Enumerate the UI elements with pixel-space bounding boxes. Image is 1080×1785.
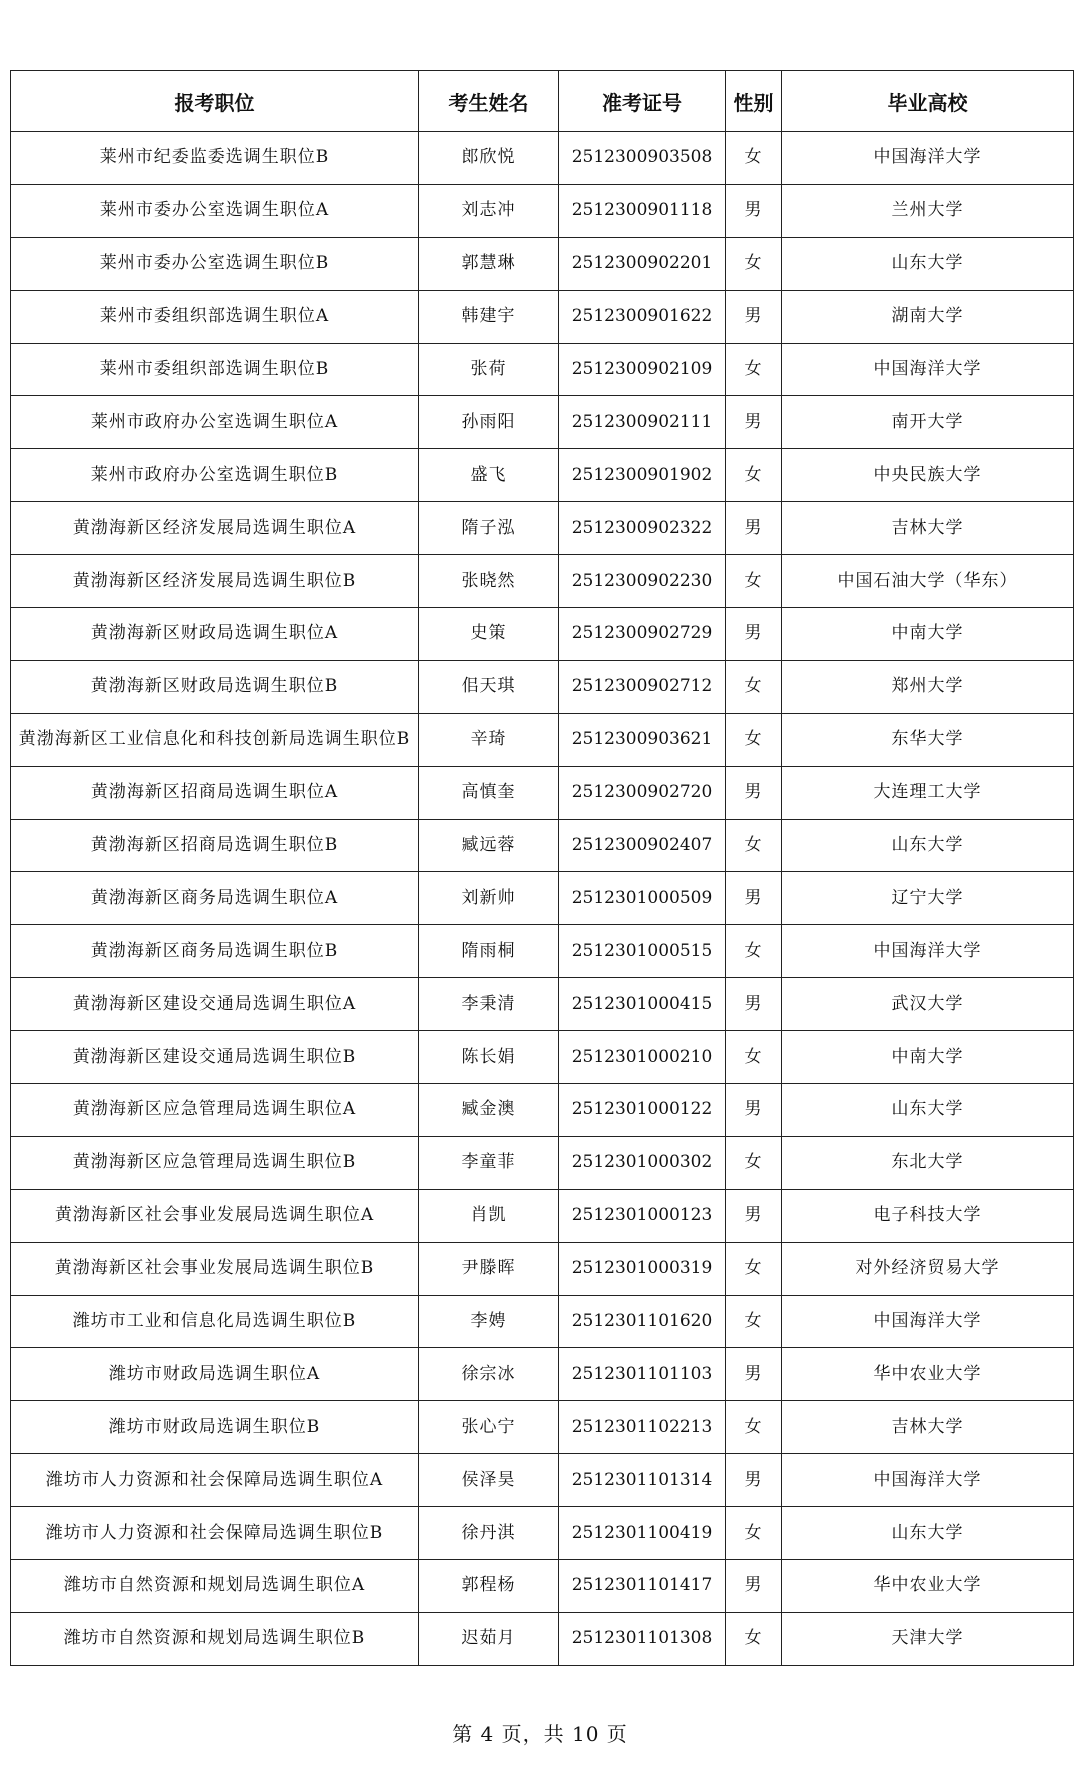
cell-position: 莱州市委组织部选调生职位B (11, 343, 419, 396)
cell-gender: 男 (726, 608, 782, 661)
cell-university: 中国海洋大学 (782, 1454, 1074, 1507)
cell-name: 孙雨阳 (419, 396, 559, 449)
cell-gender: 男 (726, 978, 782, 1031)
cell-ticket-number: 2512300903621 (559, 713, 726, 766)
cell-gender: 女 (726, 819, 782, 872)
cell-gender: 女 (726, 1612, 782, 1665)
table-row (11, 290, 1074, 343)
cell-name: 李娉 (419, 1295, 559, 1348)
cell-position: 黄渤海新区社会事业发展局选调生职位A (11, 1189, 419, 1242)
cell-university: 中国海洋大学 (782, 925, 1074, 978)
table-row (11, 132, 1074, 185)
cell-ticket-number: 2512301000319 (559, 1242, 726, 1295)
cell-university: 兰州大学 (782, 184, 1074, 237)
cell-university: 山东大学 (782, 237, 1074, 290)
cell-university: 山东大学 (782, 1507, 1074, 1560)
table-row (11, 713, 1074, 766)
table-row (11, 978, 1074, 1031)
cell-position: 潍坊市人力资源和社会保障局选调生职位A (11, 1454, 419, 1507)
table-row (11, 925, 1074, 978)
cell-name: 尹滕晖 (419, 1242, 559, 1295)
cell-name: 隋雨桐 (419, 925, 559, 978)
cell-position: 黄渤海新区招商局选调生职位B (11, 819, 419, 872)
cell-university: 天津大学 (782, 1612, 1074, 1665)
cell-ticket-number: 2512301000210 (559, 1031, 726, 1084)
cell-ticket-number: 2512300901118 (559, 184, 726, 237)
cell-gender: 男 (726, 184, 782, 237)
cell-gender: 女 (726, 555, 782, 608)
cell-position: 莱州市委办公室选调生职位A (11, 184, 419, 237)
cell-university: 中央民族大学 (782, 449, 1074, 502)
cell-university: 山东大学 (782, 1084, 1074, 1137)
table-row (11, 396, 1074, 449)
cell-ticket-number: 2512300902729 (559, 608, 726, 661)
cell-name: 肖凯 (419, 1189, 559, 1242)
table-row (11, 1189, 1074, 1242)
cell-ticket-number: 2512301101620 (559, 1295, 726, 1348)
cell-position: 莱州市纪委监委选调生职位B (11, 132, 419, 185)
cell-university: 辽宁大学 (782, 872, 1074, 925)
table-row (11, 1136, 1074, 1189)
cell-ticket-number: 2512301000123 (559, 1189, 726, 1242)
table-row (11, 184, 1074, 237)
table-row (11, 872, 1074, 925)
table-row (11, 1295, 1074, 1348)
cell-university: 吉林大学 (782, 502, 1074, 555)
table-row (11, 1242, 1074, 1295)
cell-position: 莱州市政府办公室选调生职位B (11, 449, 419, 502)
cell-university: 武汉大学 (782, 978, 1074, 1031)
cell-name: 韩建宇 (419, 290, 559, 343)
cell-university: 中国海洋大学 (782, 132, 1074, 185)
cell-university: 中国石油大学（华东） (782, 555, 1074, 608)
cell-position: 黄渤海新区招商局选调生职位A (11, 766, 419, 819)
table-row (11, 449, 1074, 502)
table-row (11, 766, 1074, 819)
cell-gender: 女 (726, 660, 782, 713)
cell-position: 黄渤海新区社会事业发展局选调生职位B (11, 1242, 419, 1295)
cell-ticket-number: 2512301000509 (559, 872, 726, 925)
cell-ticket-number: 2512301000302 (559, 1136, 726, 1189)
cell-position: 黄渤海新区经济发展局选调生职位B (11, 555, 419, 608)
cell-gender: 女 (726, 1031, 782, 1084)
cell-ticket-number: 2512301100419 (559, 1507, 726, 1560)
cell-university: 郑州大学 (782, 660, 1074, 713)
cell-gender: 男 (726, 290, 782, 343)
cell-university: 东华大学 (782, 713, 1074, 766)
cell-name: 徐丹淇 (419, 1507, 559, 1560)
cell-ticket-number: 2512301101308 (559, 1612, 726, 1665)
cell-ticket-number: 2512300903508 (559, 132, 726, 185)
cell-gender: 男 (726, 502, 782, 555)
table-header-row (11, 71, 1074, 132)
table-row (11, 1401, 1074, 1454)
table-row (11, 608, 1074, 661)
results-table (10, 70, 1074, 1666)
cell-ticket-number: 2512300902201 (559, 237, 726, 290)
cell-university: 中南大学 (782, 1031, 1074, 1084)
cell-name: 李童菲 (419, 1136, 559, 1189)
cell-position: 黄渤海新区建设交通局选调生职位A (11, 978, 419, 1031)
cell-ticket-number: 2512300902230 (559, 555, 726, 608)
cell-position: 潍坊市工业和信息化局选调生职位B (11, 1295, 419, 1348)
cell-ticket-number: 2512301101417 (559, 1560, 726, 1613)
table-row (11, 1454, 1074, 1507)
cell-name: 张荷 (419, 343, 559, 396)
cell-gender: 男 (726, 872, 782, 925)
cell-name: 臧远蓉 (419, 819, 559, 872)
cell-position: 潍坊市人力资源和社会保障局选调生职位B (11, 1507, 419, 1560)
cell-university: 对外经济贸易大学 (782, 1242, 1074, 1295)
cell-ticket-number: 2512301000515 (559, 925, 726, 978)
table-row (11, 819, 1074, 872)
cell-gender: 女 (726, 1242, 782, 1295)
cell-position: 莱州市政府办公室选调生职位A (11, 396, 419, 449)
cell-ticket-number: 2512300902407 (559, 819, 726, 872)
cell-ticket-number: 2512301101103 (559, 1348, 726, 1401)
cell-ticket-number: 2512300901622 (559, 290, 726, 343)
cell-name: 刘新帅 (419, 872, 559, 925)
table-row (11, 660, 1074, 713)
header-university: 毕业高校 (782, 71, 1074, 132)
cell-gender: 男 (726, 1454, 782, 1507)
cell-name: 陈长娟 (419, 1031, 559, 1084)
cell-name: 徐宗冰 (419, 1348, 559, 1401)
cell-gender: 男 (726, 1189, 782, 1242)
cell-name: 佀天琪 (419, 660, 559, 713)
cell-gender: 女 (726, 1136, 782, 1189)
header-gender: 性别 (726, 71, 782, 132)
header-position: 报考职位 (11, 71, 419, 132)
cell-position: 黄渤海新区工业信息化和科技创新局选调生职位B (11, 713, 419, 766)
cell-gender: 女 (726, 132, 782, 185)
cell-university: 中南大学 (782, 608, 1074, 661)
cell-name: 迟茹月 (419, 1612, 559, 1665)
cell-name: 高慎奎 (419, 766, 559, 819)
cell-position: 黄渤海新区建设交通局选调生职位B (11, 1031, 419, 1084)
cell-name: 辛琦 (419, 713, 559, 766)
cell-university: 中国海洋大学 (782, 1295, 1074, 1348)
page-number: 第 4 页，共 10 页 (452, 1722, 628, 1746)
cell-university: 大连理工大学 (782, 766, 1074, 819)
cell-gender: 女 (726, 237, 782, 290)
cell-ticket-number: 2512300902720 (559, 766, 726, 819)
cell-university: 华中农业大学 (782, 1560, 1074, 1613)
cell-gender: 男 (726, 1560, 782, 1613)
cell-gender: 女 (726, 925, 782, 978)
cell-position: 潍坊市财政局选调生职位A (11, 1348, 419, 1401)
cell-university: 山东大学 (782, 819, 1074, 872)
cell-position: 黄渤海新区商务局选调生职位B (11, 925, 419, 978)
cell-university: 电子科技大学 (782, 1189, 1074, 1242)
table-row (11, 1612, 1074, 1665)
cell-university: 吉林大学 (782, 1401, 1074, 1454)
table-row (11, 1560, 1074, 1613)
cell-name: 史策 (419, 608, 559, 661)
cell-gender: 女 (726, 1507, 782, 1560)
cell-gender: 女 (726, 713, 782, 766)
cell-name: 臧金澳 (419, 1084, 559, 1137)
cell-position: 黄渤海新区财政局选调生职位B (11, 660, 419, 713)
table-row (11, 555, 1074, 608)
cell-ticket-number: 2512301101314 (559, 1454, 726, 1507)
cell-position: 潍坊市财政局选调生职位B (11, 1401, 419, 1454)
cell-name: 张心宁 (419, 1401, 559, 1454)
table-row (11, 1348, 1074, 1401)
cell-university: 南开大学 (782, 396, 1074, 449)
cell-name: 盛飞 (419, 449, 559, 502)
cell-ticket-number: 2512301000122 (559, 1084, 726, 1137)
cell-position: 潍坊市自然资源和规划局选调生职位A (11, 1560, 419, 1613)
cell-position: 黄渤海新区财政局选调生职位A (11, 608, 419, 661)
cell-ticket-number: 2512301000415 (559, 978, 726, 1031)
cell-position: 黄渤海新区经济发展局选调生职位A (11, 502, 419, 555)
cell-name: 郎欣悦 (419, 132, 559, 185)
cell-gender: 男 (726, 1084, 782, 1137)
cell-name: 张晓然 (419, 555, 559, 608)
cell-university: 中国海洋大学 (782, 343, 1074, 396)
cell-position: 黄渤海新区商务局选调生职位A (11, 872, 419, 925)
cell-gender: 女 (726, 1295, 782, 1348)
cell-university: 华中农业大学 (782, 1348, 1074, 1401)
cell-university: 湖南大学 (782, 290, 1074, 343)
cell-position: 黄渤海新区应急管理局选调生职位A (11, 1084, 419, 1137)
table-row (11, 1031, 1074, 1084)
cell-ticket-number: 2512300902109 (559, 343, 726, 396)
header-name: 考生姓名 (419, 71, 559, 132)
cell-position: 潍坊市自然资源和规划局选调生职位B (11, 1612, 419, 1665)
cell-ticket-number: 2512300902322 (559, 502, 726, 555)
cell-ticket-number: 2512300902111 (559, 396, 726, 449)
cell-gender: 男 (726, 766, 782, 819)
cell-gender: 女 (726, 1401, 782, 1454)
cell-name: 侯泽昊 (419, 1454, 559, 1507)
cell-name: 郭慧琳 (419, 237, 559, 290)
table-row (11, 343, 1074, 396)
cell-name: 李秉清 (419, 978, 559, 1031)
table-row (11, 1084, 1074, 1137)
cell-name: 隋子泓 (419, 502, 559, 555)
cell-name: 郭程杨 (419, 1560, 559, 1613)
header-ticket-number: 准考证号 (559, 71, 726, 132)
cell-gender: 女 (726, 449, 782, 502)
cell-ticket-number: 2512300902712 (559, 660, 726, 713)
cell-gender: 女 (726, 343, 782, 396)
cell-ticket-number: 2512301102213 (559, 1401, 726, 1454)
cell-gender: 男 (726, 396, 782, 449)
cell-position: 莱州市委办公室选调生职位B (11, 237, 419, 290)
table-row (11, 502, 1074, 555)
cell-position: 莱州市委组织部选调生职位A (11, 290, 419, 343)
table-row (11, 237, 1074, 290)
cell-ticket-number: 2512300901902 (559, 449, 726, 502)
cell-name: 刘志冲 (419, 184, 559, 237)
cell-position: 黄渤海新区应急管理局选调生职位B (11, 1136, 419, 1189)
table-row (11, 1507, 1074, 1560)
cell-gender: 男 (726, 1348, 782, 1401)
cell-university: 东北大学 (782, 1136, 1074, 1189)
